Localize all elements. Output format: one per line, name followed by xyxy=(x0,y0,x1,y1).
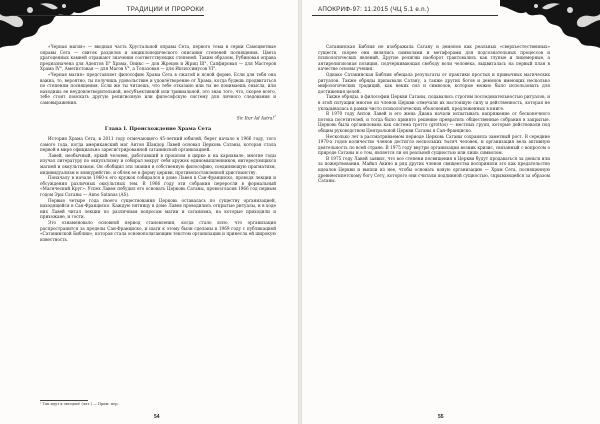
running-head-left: ТРАДИЦИИ И ПРОРОКИ xyxy=(126,6,204,13)
right-page-body xyxy=(318,44,550,402)
footnote-rule xyxy=(40,400,88,401)
page-number-left: 54 xyxy=(154,414,160,420)
paragraph: Первые четыре года своего существования Церковь оставалась по существу организацией, находящейся в Сан-Франциско. Каждую пятницу в доме Лавея проводились открытые ритуалы, и в ходе них Лавей читал лекции по различным вопросам магии и сатанизма, на которые приходили и прихожане, и гости. xyxy=(40,197,276,220)
paragraph: «Черная магия» — вводная часть Хрустальной оправы Сета, первого тома в серии Самоцветные оправы Сета — свиток разделов и энциклопедического описания степеней посвящения. Цвета драгоценных камней отражают значения соответствующих степеней. Таким образом, Рубиновая оправа предназначена для Адептов II° Храма, Оникс — для Жрецов и Жриц III°, Сапфировая — для Мастеров Храма IV°, Аметистовая — для Магов V°, а Топазовая — для Ипсиссимусов VI°. xyxy=(40,44,276,72)
signature-line xyxy=(40,114,276,121)
paragraph: В 1975 году Лавей заявил, что все степени посвящения в Церкви будут продаваться за деньги или за пожертвования. Майкл Акино и ряд других членов священства восприняли это как предательство идеалов Церкви и вышли из нее, чтобы основать новую организацию — Храм Сета, посвященную древнеегипетскому богу Сету, которого они считали подлинной сущностью, скрывающейся за образом Сатаны. xyxy=(318,155,550,184)
right-page xyxy=(304,0,594,424)
paragraph: В 1970 году Антон Лавей и его жена Диана начали испытывать напряжение от бесконечного потока посетителей, и тогда было принято решение превратить общественные собрания в закрытые. Церковь была организована как система гротто (grottos) — местных групп, которые действовали под общим руководством Центральной Церкви Сатаны в Сан-Франциско. xyxy=(318,111,550,133)
page-number-right: 55 xyxy=(438,414,444,420)
header-rule-left xyxy=(10,15,204,16)
paragraph: Это ознаменовало основной период становления, когда стало ясно, что организация распространится за пределы Сан-Франциско, и шаги к этому были сделаны в 1969 году с публикацией «Сатанинской Библии», которая стала основополагающим текстом организации и принесла ей широкую известность. xyxy=(40,220,276,242)
paragraph: Поначалу в начале 1960-х его кружок собирался в доме Лавея в Сан-Франциско, проводя лекции и обсуждения различных оккультных тем. В 1966 году эти собрания переросли в формальный «Магический Круг». Успех Лавея побудил его основать Церковь Сатаны, провозгласив 1966 год первым годом Эры Сатаны — Anno Satanas (AS). xyxy=(40,175,276,198)
paragraph: История Храма Сета, в 2011 году отмечающего 45-летний юбилей, берет начало в 1966 году, того самого года, когда американский маг Антон Шандор Лавей основал Церковь Сатаны, которая стала первой в мире официально зарегистрированной сатанинской организацией. xyxy=(40,136,276,153)
left-page xyxy=(0,0,290,424)
paragraph: Однако Сатанинская Библия обещала результаты от практики простых и привычных магических ритуалов. Также обряды призывали Сатану, а также других богов и демонов имеющих несколько мифологических традиций, как неких сил и символов, которые можно было использовать для достижения целей. xyxy=(318,71,550,94)
book-gutter xyxy=(298,0,302,424)
paragraph: Также обряды, в философии Церкви Сатаны, подавались строгим последовательностью ритуалов, и в этой ситуации многие из членов Церкви отмечали их настоящую силу и действенность, которая не укладывалась в рамки чисто психологических объяснений, предложенных в книге. xyxy=(318,94,550,111)
paragraph: «Черная магия» представляет философию Храма Сета в сжатой и ясной форме. Если для тебя она важна, то, вероятно, ты получишь удовольствие и удовлетворение от Храма, когда будешь продвигаться по степеням посвящения. Если же ты читаешь, что тебе отказано или ты не понимаешь смысла, или находишь ее неудовлетворительной, несубъективной или тривиальной, это знак того, что, скорее всего, тебе стоит поискать другую религиозную или философскую систему для личного следования и самовыражения. xyxy=(40,71,276,105)
running-head-right: АПОКРИФ-97: 11.2015 (ЧЦ 5.1 e.n.) xyxy=(318,6,430,13)
paragraph: Несколько лет в рассматриваемом периоде Церковь Сатаны сохраняла заметный рост. В середине 1970-х годов количество членов достигло нескольких тысяч человек, и организация вела активную деятельность по всей стране. В 1975 году внутри организации возник кризис, связанный с вопросом о природе Сатаны и о том, является ли он реальной сущностью или лишь символом. xyxy=(318,133,550,156)
header-rule-right xyxy=(312,15,498,16)
chapter-title: Глава I. Происхождение Храма Сета xyxy=(104,125,212,132)
footnote: ¹ Так идут к звездам! (лат.) — Прим. пер. xyxy=(40,402,119,406)
signature: Sic Itur Ad Astra! xyxy=(236,114,275,120)
paragraph: Сатанинская Библия не изображала Сатану и демонов как реальных «сверхъестественных» существ, скорее они являлись символами и метафорами для подсознательных процессов и психологических явлений. Другие религии наоборот трактовались как глупые и лицемерные, а антирелигиозная позиция, подчеркивающая свободу воли человека, выдвигалась на первый план в качестве основы учения. xyxy=(318,44,550,72)
paragraph: Лавей, необычный, яркий человек, работавший в прошлом в цирке и на карнавале, многие годы изучал литературу по оккультизму и собирал вокруг себя кружок единомышленников, интересующихся магией и оккультизмом. Он обобщил эти знания в собственную философию, соединяющую прагматизм, индивидуализм и эпикурейство, и облек ее в форму церкви, противопоставленной христианству. xyxy=(40,152,276,175)
footnote-marker: 1 xyxy=(274,113,276,118)
left-page-body xyxy=(40,44,276,396)
